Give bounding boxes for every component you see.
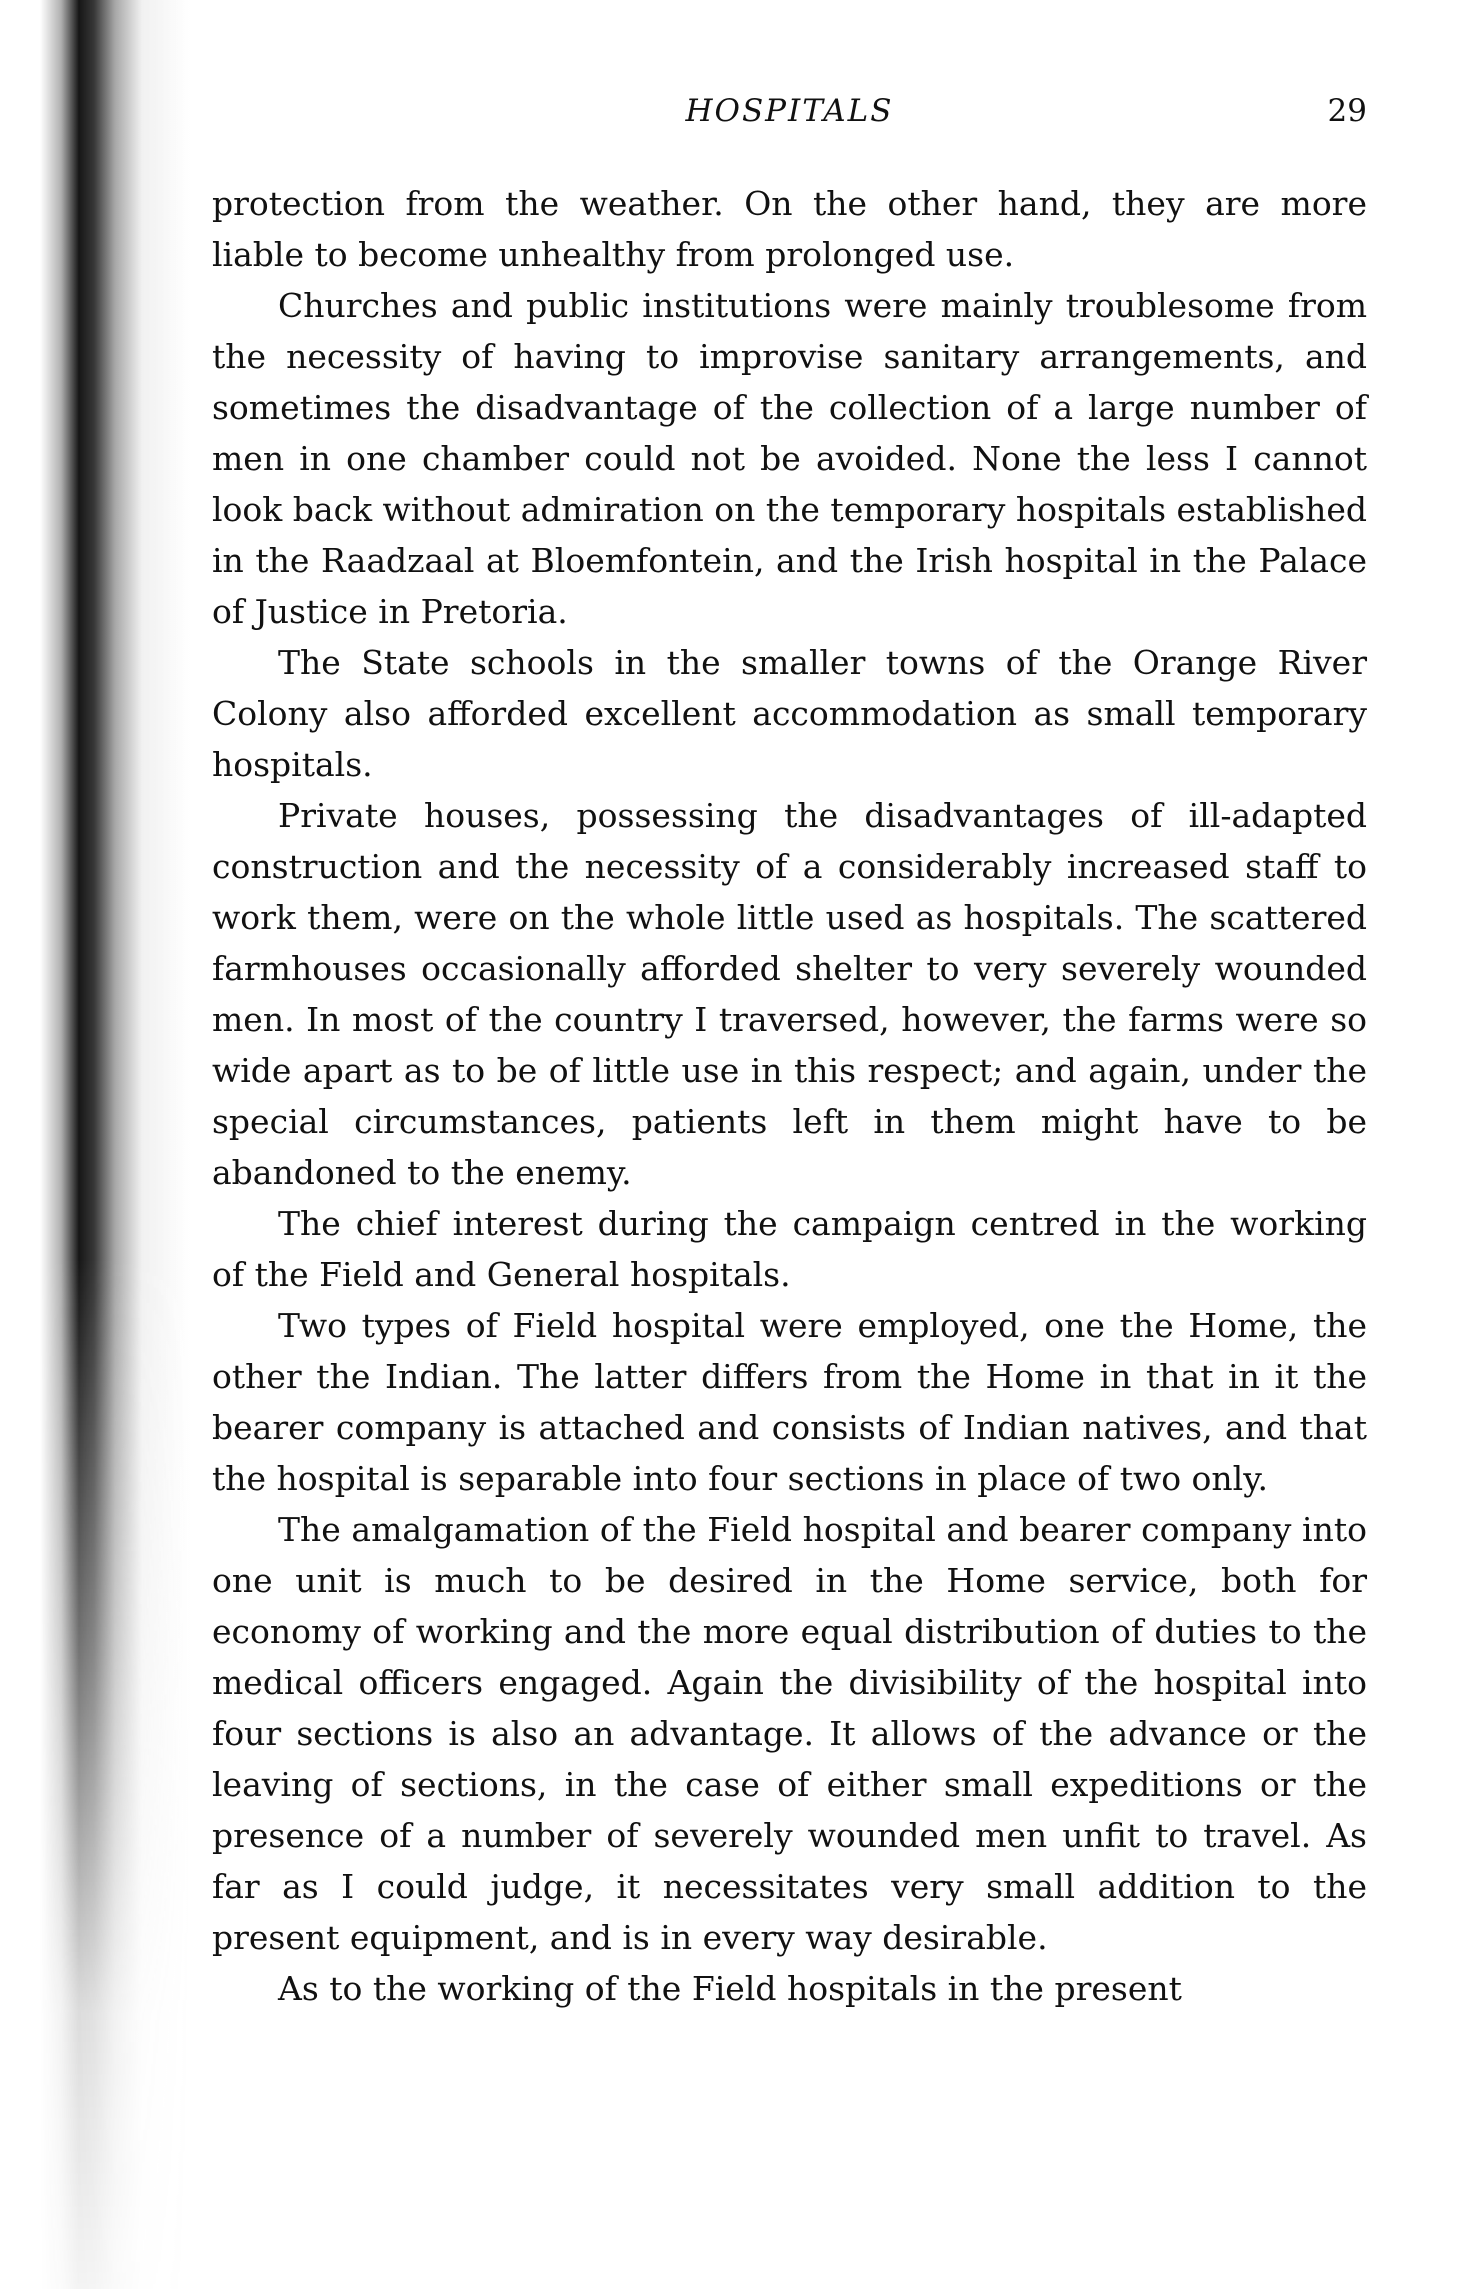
paragraph: Private houses, possessing the disadvantages of ill-adapted construction and the necessity of a considerably increased staff to work them, were on the whole little used as hospitals. The scattered farmhouses occasionally afforded shelter to very severely wounded men. In most of the country I traversed, however, the farms were so wide apart as to be of little use in this respect; and again, under the special circumstances, patients left in them might have to be abandoned to the enemy. [212,796,1367,1192]
body-text [212,178,1367,2014]
paragraph: The amalgamation of the Field hospital and bearer company into one unit is much to be desired in the Home service, both for economy of working and the more equal distribution of duties to the medical officers engaged. Again the divisibility of the hospital into four sections is also an advantage. It allows of the advance or the leaving of sections, in the case of either small expeditions or the presence of a number of severely wounded men unfit to travel. As far as I could judge, it necessitates very small addition to the present equipment, and is in every way desirable. [212,1510,1367,1957]
paragraph: The State schools in the smaller towns of the Orange River Colony also afforded excellent accommodation as small temporary hospitals. [212,643,1367,784]
paragraph: Churches and public institutions were mainly troublesome from the necessity of having to improvise sanitary arrangements, and sometimes the disadvantage of the collection of a large number of men in one chamber could not be avoided. None the less I cannot look back without admiration on the temporary hospitals established in the Raadzaal at Bloemfontein, and the Irish hospital in the Palace of Justice in Pretoria. [212,286,1367,631]
paragraph: protection from the weather. On the other hand, they are more liable to become unhealthy from prolonged use. [212,184,1367,274]
paragraph: As to the working of the Field hospitals in the present [278,1969,1182,2008]
page-number: 29 [1327,93,1367,129]
page-header [212,93,1367,133]
paragraph: The chief interest during the campaign centred in the working of the Field and General hospitals. [212,1204,1367,1294]
binding-gutter-shadow [40,0,190,2289]
paragraph: Two types of Field hospital were employed, one the Home, the other the Indian. The latter differs from the Home in that in it the bearer company is attached and consists of Indian natives, and that the hospital is separable into four sections in place of two only. [212,1306,1367,1498]
running-title: HOSPITALS [685,93,894,129]
